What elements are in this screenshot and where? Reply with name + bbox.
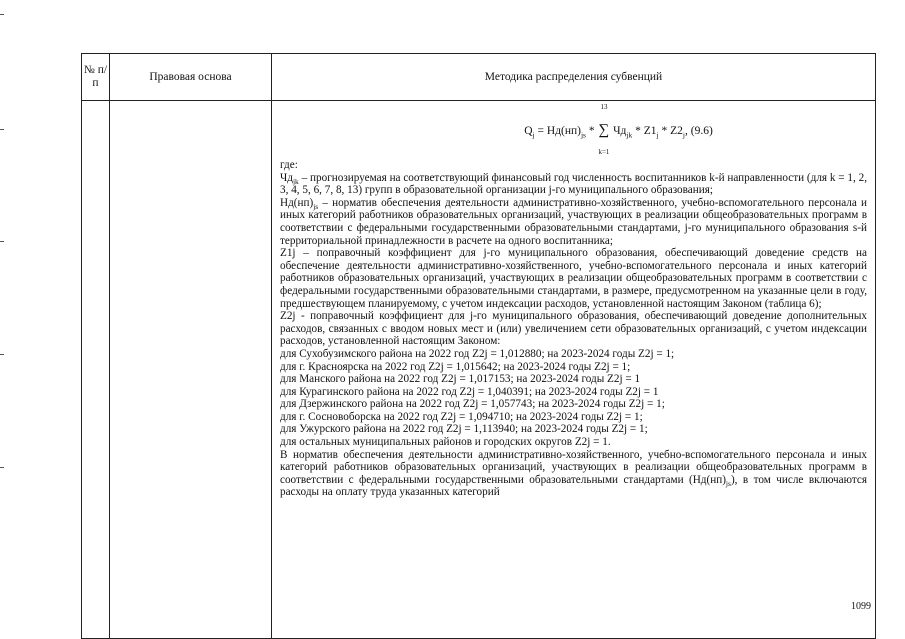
coefficient-line: для остальных муниципальных районов и городских округов Z2j = 1.: [280, 436, 611, 449]
coefficient-line: для г. Сосновоборска на 2022 год Z2j = 1,094710; на 2023-2024 годы Z2j = 1;: [280, 410, 643, 423]
scan-edge-mark: [0, 241, 4, 242]
cell-method: [272, 101, 876, 639]
table-header-row: [82, 54, 876, 101]
scan-edge-mark: [0, 354, 4, 355]
sigma-sum: ∑ 13 k=1: [598, 103, 610, 156]
scan-edge-mark: [0, 14, 4, 15]
definition-chd: $Чд_{jk}$ – прогнозируемая на соответствующий финансовый год численность воспитанников k-й направленности (для k = 1, 2, 3, 4, 5, 6, 7, 8, 13) групп в образовательной организации j-го муниципального образования;: [280, 171, 867, 197]
cell-number: [82, 101, 110, 639]
coefficient-line: для г. Красноярска на 2022 год Z2j = 1,015642; на 2023-2024 годы Z2j = 1;: [280, 360, 631, 373]
coefficient-line: для Сухобузимского района на 2022 год Z2j = 1,012880; на 2023-2024 годы Z2j = 1;: [280, 347, 675, 360]
coefficient-line: для Манского района на 2022 год Z2j = 1,017153; на 2023-2024 годы Z2j = 1: [280, 373, 641, 386]
header-number: № п/п: [82, 54, 110, 101]
table-row: [82, 101, 876, 639]
coefficient-line: для Ужурского района на 2022 год Z2j = 1,113940; на 2023-2024 годы Z2j = 1;: [280, 423, 648, 436]
scan-edge-mark: [0, 467, 4, 468]
header-legal-basis: Правовая основа: [110, 54, 272, 101]
formula-9-6: $Q_j = Нд(нп)_{js}$ * ∑ 13 k=1 $Чд_{jk} * Z1_j * Z2_j$, (9.6): [524, 103, 713, 156]
where-label: где:: [280, 159, 298, 171]
page-number: 1099: [851, 601, 871, 612]
coefficient-line: для Дзержинского района на 2022 год Z2j = 1,057743; на 2023-2024 годы Z2j = 1;: [280, 398, 665, 411]
coefficient-line: для Курагинского района на 2022 год Z2j = 1,040391; на 2023-2024 годы Z2j = 1: [280, 385, 659, 398]
definition-z1: Z1j – поправочный коэффициент для j-го муниципального образования, обеспечивающий доведение средств на обеспечение деятельности административно-хозяйственного, учебно-вспомогательного персонала и иных категорий работников образовательных организаций, участвующих в реализации общеобразовательных программ в соответствии с федеральными государственными образовательными стандартами, в размере, предусмотренном на указанные цели в году, предшествующем планируемому, с учетом индексации расходов, установленной настоящим Законом (таблица 6);: [280, 247, 867, 310]
definition-z2: Z2j - поправочный коэффициент для j-го муниципального образования, обеспечивающий доведение дополнительных расходов, связанных с вводом новых мест и (или) увеличением сети образовательных организаций, с учетом индексации расходов, установленной настоящим Законом:: [280, 310, 867, 348]
scan-edge-mark: [0, 129, 4, 130]
definition-nd: $Нд(нп)_{js}$ – норматив обеспечения деятельности административно-хозяйственного, учебно-вспомогательного персонала и иных категорий работников образовательных организаций, участвующих в реализации общеобразовательных программ в соответствии с федеральными государственными образовательными стандартами, j-го муниципального образования s-й территориальной принадлежности в расчете на одного воспитанника;: [280, 196, 867, 247]
cell-legal-basis: [110, 101, 272, 639]
norm-paragraph: В норматив обеспечения деятельности административно-хозяйственного, учебно-вспомогательного персонала и иных категорий работников образовательных организаций, участвующих в реализации общеобразовательных программ в соответствии с федеральными государственными образовательными стандартами $(Нд(нп)_{js})$, в том числе включаются расходы на оплату труда указанных категорий: [280, 448, 867, 499]
subsidy-method-table: [81, 53, 876, 639]
header-method: Методика распределения субвенций: [272, 54, 876, 101]
